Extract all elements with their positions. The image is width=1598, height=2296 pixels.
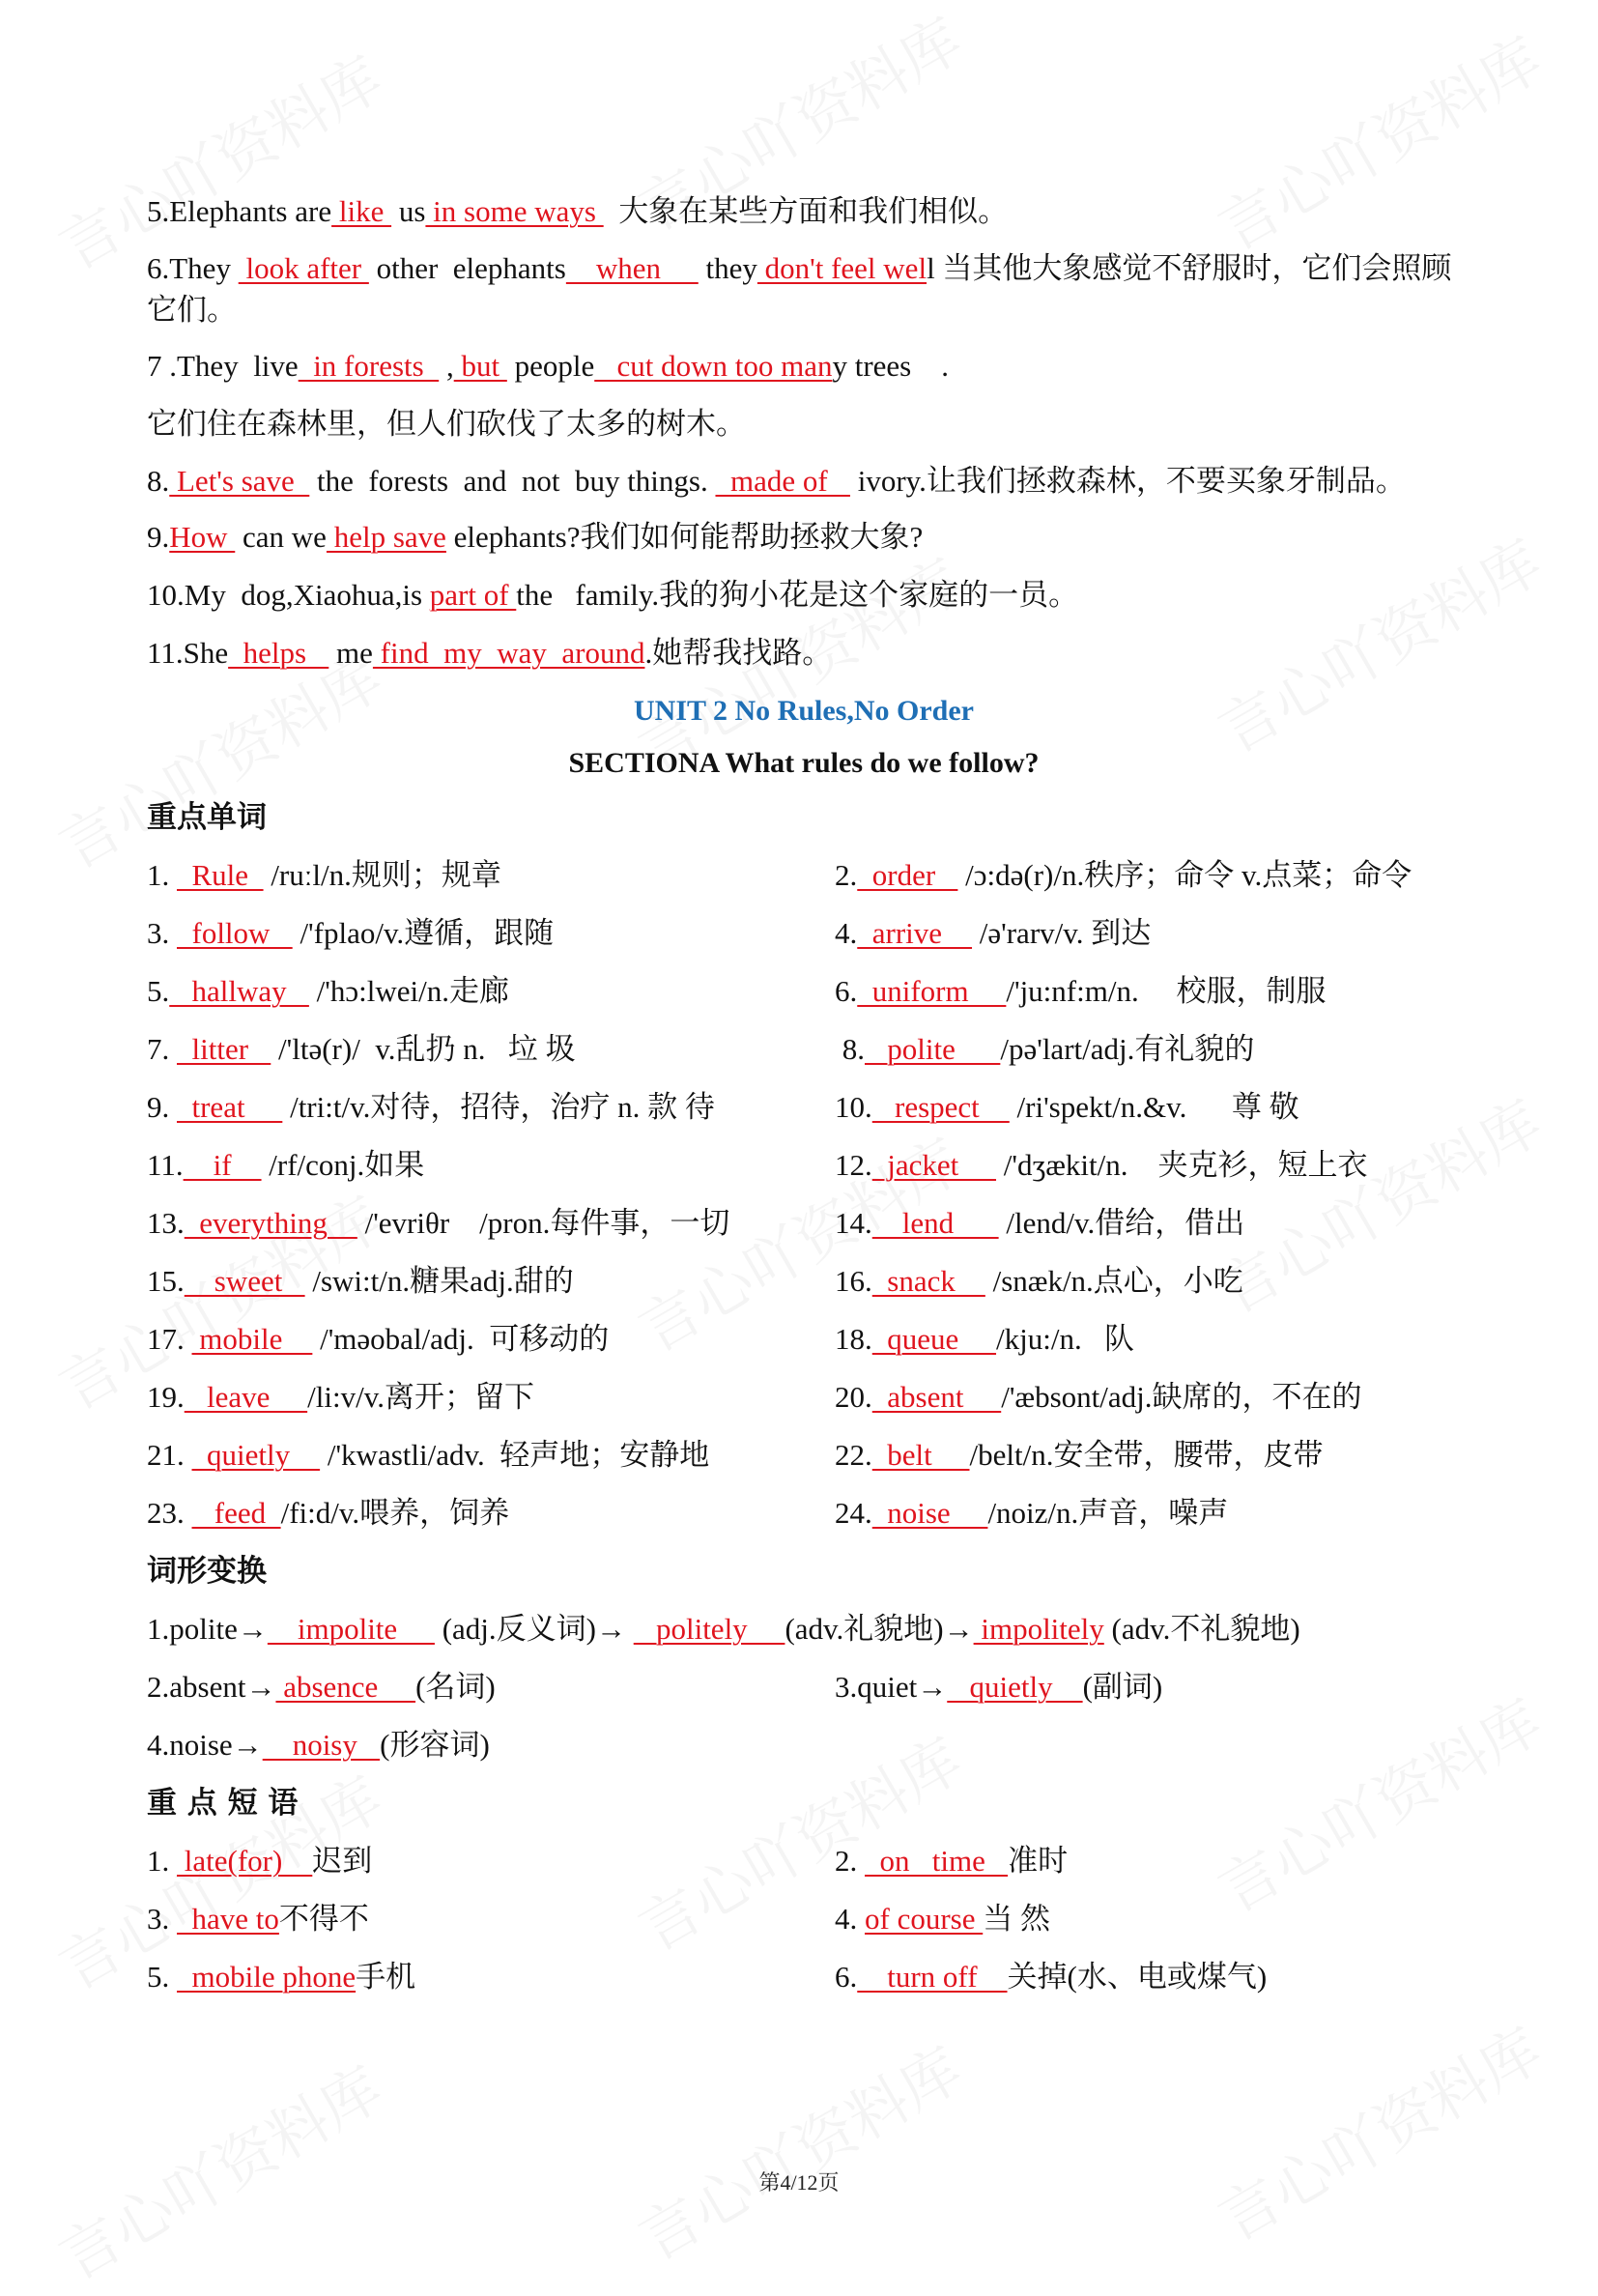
answer-blank: sweet (184, 1264, 305, 1298)
answer-blank: in forests (298, 349, 440, 383)
phrase-item (835, 1897, 1461, 1941)
text-segment: 1. (147, 1844, 177, 1878)
vocab-item (835, 1201, 1461, 1246)
sentence-item (147, 402, 1461, 446)
text-segment: /kju:/n. 队 (996, 1322, 1134, 1356)
sentence-list (147, 189, 1461, 675)
text-segment: 3. (147, 916, 177, 950)
answer-blank: quietly (947, 1670, 1083, 1704)
text-segment: ivory.让我们拯救森林，不要买象牙制品。 (849, 464, 1406, 498)
text-segment: /belt/n.安全带，腰带，皮带 (969, 1438, 1324, 1472)
text-segment: 2.absent→ (147, 1670, 276, 1704)
vocab-item (147, 853, 835, 898)
wordform-item (835, 1665, 1461, 1709)
text-segment: 15. (147, 1264, 185, 1298)
sentence-item (147, 573, 1461, 617)
text-segment: .她帮我找路。 (644, 636, 833, 670)
text-segment: /'fplao/v.遵循，跟随 (292, 916, 555, 950)
text-segment: /'æbsont/adj.缺席的，不在的 (1001, 1380, 1362, 1414)
text-segment: (adv.不礼貌地) (1103, 1612, 1300, 1646)
phrase-item (835, 1839, 1461, 1883)
answer-blank: lend (871, 1206, 999, 1240)
answer-blank: find my way around (372, 636, 645, 670)
text-segment: 3.quiet→ (835, 1670, 948, 1704)
text-segment: /ɔ:də(r)/n.秩序；命令 v.点菜；命令 (957, 858, 1413, 892)
vocab-item (147, 1259, 835, 1304)
text-segment: 14. (835, 1206, 872, 1240)
vocab-item (147, 1143, 835, 1188)
answer-blank: Rule (177, 858, 264, 892)
text-segment: /'ju:nf:m/n. 校服，制服 (1006, 974, 1327, 1008)
text-segment: 10. (835, 1090, 872, 1124)
text-segment: 7. (147, 1032, 177, 1066)
text-segment: 6. (835, 974, 858, 1008)
answer-blank: order (857, 858, 958, 892)
answer-blank: helps (228, 636, 329, 670)
section-title: SECTIONA What rules do we follow? (568, 747, 1040, 779)
wordform-grid (147, 1665, 1461, 1709)
text-segment: 迟到 (312, 1844, 373, 1878)
text-segment: l 当其他大象感觉不舒服时，它们会照顾它们。 (147, 251, 1452, 327)
text-segment: /snæk/n.点心，小吃 (984, 1264, 1243, 1298)
answer-blank: mobile (191, 1322, 313, 1356)
text-segment: 3. (147, 1902, 177, 1936)
wordform-heading: 词形变换 (147, 1554, 267, 1589)
text-segment: 23. (147, 1496, 192, 1530)
text-segment: other elephants (368, 251, 566, 285)
text-segment: /'dʒækit/n. 夹克衫，短上衣 (996, 1148, 1368, 1182)
vocab-item (835, 1317, 1461, 1362)
answer-blank: but (453, 349, 507, 383)
vocab-item (835, 853, 1461, 898)
text-segment: 关掉(水、电或煤气) (1007, 1960, 1268, 1994)
sentence-item (147, 460, 1461, 502)
vocab-item (147, 1085, 835, 1130)
vocab-item (835, 1433, 1461, 1478)
text-segment: 1. (147, 858, 177, 892)
vocab-item (147, 1375, 835, 1420)
vocab-item (147, 969, 835, 1014)
text-segment: 4.noise→ (147, 1728, 263, 1762)
vocab-item (147, 1317, 835, 1362)
wordform-item (147, 1607, 1461, 1651)
text-segment: (名词) (415, 1670, 496, 1704)
answer-blank: treat (177, 1090, 283, 1124)
text-segment: 10.My dog,Xiaohua,is (147, 578, 430, 612)
text-segment: /lend/v.借给，借出 (998, 1206, 1245, 1240)
answer-blank: on time (865, 1844, 1009, 1878)
answer-blank: look after (238, 251, 369, 285)
text-segment: 2. (835, 1844, 865, 1878)
text-segment: can we (235, 520, 327, 554)
text-segment: 当 然 (983, 1902, 1050, 1936)
answer-blank: part of (429, 578, 517, 612)
answer-blank: follow (177, 916, 293, 950)
text-segment: /'evriθr /pron.每件事，一切 (357, 1206, 730, 1240)
watermark-text (621, 2023, 976, 2277)
answer-blank: belt (871, 1438, 970, 1472)
answer-blank: made of (715, 464, 850, 498)
text-segment: 22. (835, 1438, 872, 1472)
sentence-item (147, 247, 1461, 330)
watermark-text (1201, 2003, 1555, 2257)
text-segment: (形容词) (380, 1728, 490, 1762)
text-segment: 20. (835, 1380, 872, 1414)
text-segment: /fi:d/v.喂养，饲养 (280, 1496, 510, 1530)
text-segment: 7 .They live (147, 349, 299, 383)
text-segment: 5.Elephants are (147, 194, 332, 228)
text-segment: /pə'lart/adj.有礼貌的 (1000, 1032, 1255, 1066)
text-segment: (副词) (1082, 1670, 1163, 1704)
sentence-item (147, 515, 1461, 560)
phrases-grid (147, 1839, 1461, 1999)
answer-blank: jacket (871, 1148, 997, 1182)
answer-blank: if (183, 1148, 262, 1182)
page-number: 第4/12页 (758, 2170, 840, 2195)
answer-blank: noisy (262, 1728, 381, 1762)
answer-blank: respect (871, 1090, 1010, 1124)
answer-blank: impolitely (973, 1612, 1104, 1646)
vocab-grid (147, 853, 1461, 1535)
text-segment: 5. (147, 974, 170, 1008)
answer-blank: mobile phone (177, 1960, 357, 1994)
vocab-item (147, 1027, 835, 1072)
text-segment: (adj.反义词)→ (434, 1612, 634, 1646)
text-segment: , (439, 349, 454, 383)
answer-blank: like (331, 194, 392, 228)
text-segment: 不得不 (278, 1902, 369, 1936)
text-segment: y trees . (832, 349, 949, 383)
text-segment: 它们住在森林里，但人们砍伐了太多的树木。 (147, 407, 746, 441)
answer-blank: queue (871, 1322, 997, 1356)
worksheet-page (147, 189, 1461, 2013)
vocab-item (147, 911, 835, 956)
text-segment: 手机 (356, 1960, 416, 1994)
text-segment: 5. (147, 1960, 177, 1994)
text-segment: 13. (147, 1206, 185, 1240)
answer-blank: feed (191, 1496, 281, 1530)
answer-blank: have to (177, 1902, 279, 1936)
answer-blank: everything (184, 1206, 357, 1240)
answer-blank: late(for) (177, 1844, 313, 1878)
text-segment: 6.They (147, 251, 239, 285)
vocab-item (835, 1491, 1461, 1535)
text-segment: 19. (147, 1380, 185, 1414)
answer-blank: uniform (857, 974, 1007, 1008)
text-segment: /noiz/n.声音，噪声 (987, 1496, 1229, 1530)
text-segment: /'ltə(r)/ v.乱扔 n. 垃 圾 (271, 1032, 576, 1066)
text-segment: 12. (835, 1148, 872, 1182)
text-segment: they (698, 251, 757, 285)
text-segment: 8. (147, 464, 170, 498)
text-segment: 11. (147, 1148, 184, 1182)
text-segment: /rf/conj.如果 (261, 1148, 425, 1182)
text-segment: 1.polite→ (147, 1612, 268, 1646)
answer-blank: of course (865, 1902, 984, 1936)
answer-blank: help save (326, 520, 446, 554)
text-segment: /'məobal/adj. 可移动的 (312, 1322, 610, 1356)
phrase-item (147, 1955, 835, 1999)
text-segment: 24. (835, 1496, 872, 1530)
answer-blank: snack (871, 1264, 985, 1298)
text-segment: /'hɔ:lwei/n.走廊 (308, 974, 509, 1008)
text-segment: /li:v/v.离开；留下 (307, 1380, 534, 1414)
sentence-item (147, 344, 1461, 388)
phrases-heading: 重 点 短 语 (147, 1786, 299, 1821)
answer-blank: arrive (857, 916, 973, 950)
vocab-item (147, 1433, 835, 1478)
answer-blank: noise (871, 1496, 988, 1530)
text-segment: elephants?我们如何能帮助拯救大象? (445, 520, 924, 554)
answer-blank: don't feel wel (756, 251, 927, 285)
answer-blank: in some ways (425, 194, 604, 228)
text-segment: 9. (147, 520, 170, 554)
wordform-item (147, 1665, 835, 1709)
text-segment: people (506, 349, 595, 383)
answer-blank: leave (184, 1380, 308, 1414)
text-segment: 11.She (147, 636, 229, 670)
text-segment: 17. (147, 1322, 192, 1356)
text-segment: 16. (835, 1264, 872, 1298)
sentence-item (147, 189, 1461, 234)
answer-blank: How (169, 520, 236, 554)
text-segment: /ruːl/n.规则；规章 (263, 858, 501, 892)
text-segment: 4. (835, 1902, 865, 1936)
vocab-item (147, 1201, 835, 1246)
text-segment: 18. (835, 1322, 872, 1356)
text-segment: 8. (835, 1032, 865, 1066)
text-segment: us (391, 194, 426, 228)
answer-blank: impolite (267, 1612, 435, 1646)
vocab-item (147, 1491, 835, 1535)
text-segment: (adv.礼貌地)→ (785, 1612, 974, 1646)
vocab-item (835, 1085, 1461, 1130)
sentence-item (147, 631, 1461, 675)
vocab-item (835, 1143, 1461, 1188)
text-segment: 9. (147, 1090, 177, 1124)
text-segment: 4. (835, 916, 858, 950)
answer-blank: when (565, 251, 699, 285)
text-segment: 2. (835, 858, 858, 892)
phrase-item (147, 1897, 835, 1941)
phrase-item (835, 1955, 1461, 1999)
text-segment: 6. (835, 1960, 858, 1994)
answer-blank: turn off (857, 1960, 1008, 1994)
text-segment: 大象在某些方面和我们相似。 (603, 194, 1009, 228)
answer-blank: litter (177, 1032, 271, 1066)
answer-blank: hallway (169, 974, 309, 1008)
vocab-item (835, 1375, 1461, 1420)
text-segment: me (328, 636, 373, 670)
text-segment: 21. (147, 1438, 192, 1472)
wordform-item (147, 1723, 1461, 1767)
vocab-heading: 重点单词 (147, 800, 267, 835)
text-segment: /ə'rarv/v. 到达 (972, 916, 1152, 950)
text-segment: /swi:t/n.糖果adj.甜的 (304, 1264, 574, 1298)
answer-blank: politely (633, 1612, 785, 1646)
answer-blank: polite (865, 1032, 1001, 1066)
unit-title: UNIT 2 No Rules,No Order (634, 695, 974, 727)
vocab-item (835, 911, 1461, 956)
text-segment: 准时 (1008, 1844, 1069, 1878)
text-segment: the forests and not buy things. (309, 464, 716, 498)
vocab-item (835, 1027, 1461, 1072)
phrase-item (147, 1839, 835, 1883)
vocab-item (835, 969, 1461, 1014)
answer-blank: cut down too man (594, 349, 833, 383)
answer-blank: Let's save (169, 464, 310, 498)
answer-blank: absent (871, 1380, 1002, 1414)
answer-blank: quietly (191, 1438, 321, 1472)
text-segment: /tri:t/v.对待，招待，治疗 n. 款 待 (282, 1090, 715, 1124)
text-segment: /ri'spekt/n.&v. 尊 敬 (1009, 1090, 1299, 1124)
text-segment: the family.我的狗小花是这个家庭的一员。 (516, 578, 1079, 612)
answer-blank: absence (275, 1670, 416, 1704)
text-segment: /'kwastli/adv. 轻声地；安静地 (320, 1438, 710, 1472)
vocab-item (835, 1259, 1461, 1304)
